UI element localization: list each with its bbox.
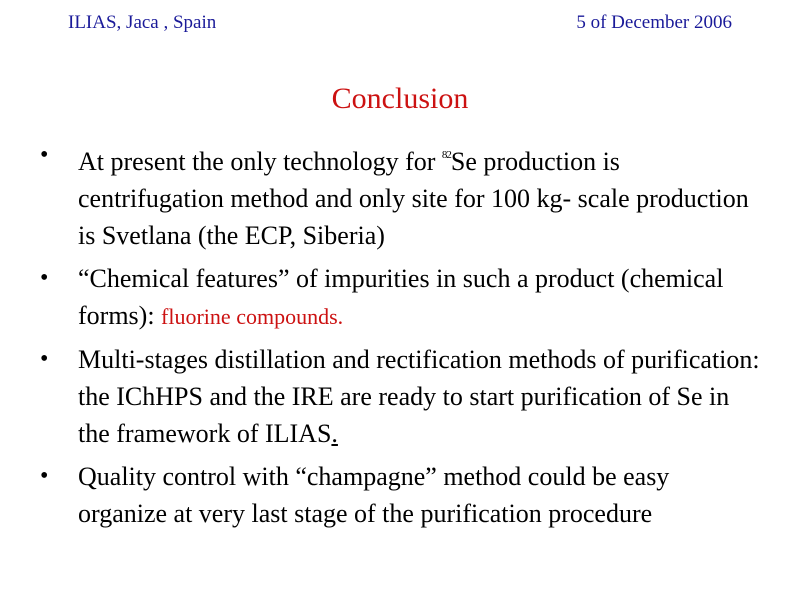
bullet-text: Multi-stages distillation and rectification methods of purification: the IChHPS and the IRE are ready to start purification of Se in the framework of ILIAS (78, 345, 760, 448)
bullet-text: Quality control with “champagne” method could be easy organize at very last stage of the purification procedure (78, 462, 670, 528)
bullet-list (40, 137, 760, 538)
bullet-item-technology (40, 137, 760, 254)
isotope-superscript: 82 (441, 149, 451, 161)
bullet-item-chemical-features (40, 260, 760, 335)
bullet-icon: • (40, 265, 49, 291)
slide-title: Conclusion (331, 82, 469, 115)
bullet-text: At present the only technology for (78, 147, 442, 176)
bullet-text: “Chemical features” of impurities in such a product (chemical forms): (78, 264, 724, 330)
highlight-text: fluorine compounds. (161, 304, 344, 329)
header-date: 5 of December 2006 (576, 12, 732, 33)
bullet-item-distillation (40, 341, 760, 452)
bullet-icon: • (40, 463, 49, 489)
bullet-text-continued: Se production is centrifugation method and only site for 100 kg- scale production is Svetlana (the ECP, Siberia) (78, 147, 749, 250)
bullet-icon: • (40, 142, 49, 168)
underlined-period: . (331, 419, 338, 448)
bullet-icon: • (40, 346, 49, 372)
header-location: ILIAS, Jaca , Spain (68, 12, 217, 33)
bullet-item-quality-control (40, 458, 760, 532)
